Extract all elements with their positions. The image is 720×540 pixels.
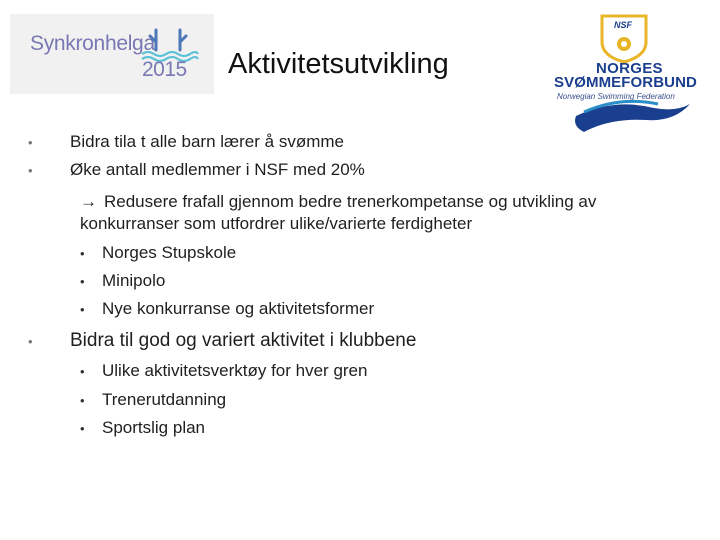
emblem-text: NSF	[614, 20, 632, 30]
sub-item: Minipolo	[102, 271, 166, 290]
slide-title: Aktivitetsutvikling	[228, 48, 449, 80]
sub-item: Sportslig plan	[102, 418, 206, 437]
sub-item: Ulike aktivitetsverktøy for hver gren	[102, 361, 368, 380]
logo-wordmark: Synkronhelga	[30, 32, 155, 55]
logo-year: 2015	[142, 58, 187, 81]
bullet-icon: •	[28, 135, 33, 150]
sub-item: Trenerutdanning	[102, 390, 227, 409]
org-name-line1: NORGES	[596, 60, 663, 77]
bullet-icon: •	[80, 302, 85, 317]
bullet-2: Øke antall medlemmer i NSF med 20%	[70, 160, 365, 179]
org-name-line2: SVØMMEFORBUND	[554, 74, 697, 91]
bullet-icon: •	[80, 421, 85, 436]
bullet-icon: •	[80, 274, 85, 289]
bullet-icon: •	[80, 393, 85, 408]
bullet-2-sub-line2: konkurranser som utfordrer ulike/varierte ferdigheter	[80, 214, 473, 233]
org-name-line3: Norwegian Swimming Federation	[557, 92, 675, 101]
bullet-icon: •	[28, 334, 33, 349]
sub-item: Nye konkurranse og aktivitetsformer	[102, 299, 375, 318]
bullet-icon: •	[28, 163, 33, 178]
sub-item: Norges Stupskole	[102, 243, 237, 262]
bullet-icon: •	[80, 364, 85, 379]
arrow-icon: →	[80, 192, 97, 211]
bullet-icon: •	[80, 246, 85, 261]
bullet-1: Bidra tila t alle barn lærer å svømme	[70, 132, 344, 151]
bullet-3: Bidra til god og variert aktivitet i klubbene	[70, 330, 417, 351]
bullet-2-sub-line1: Redusere frafall gjennom bedre trenerkompetanse og utvikling av	[104, 192, 597, 211]
